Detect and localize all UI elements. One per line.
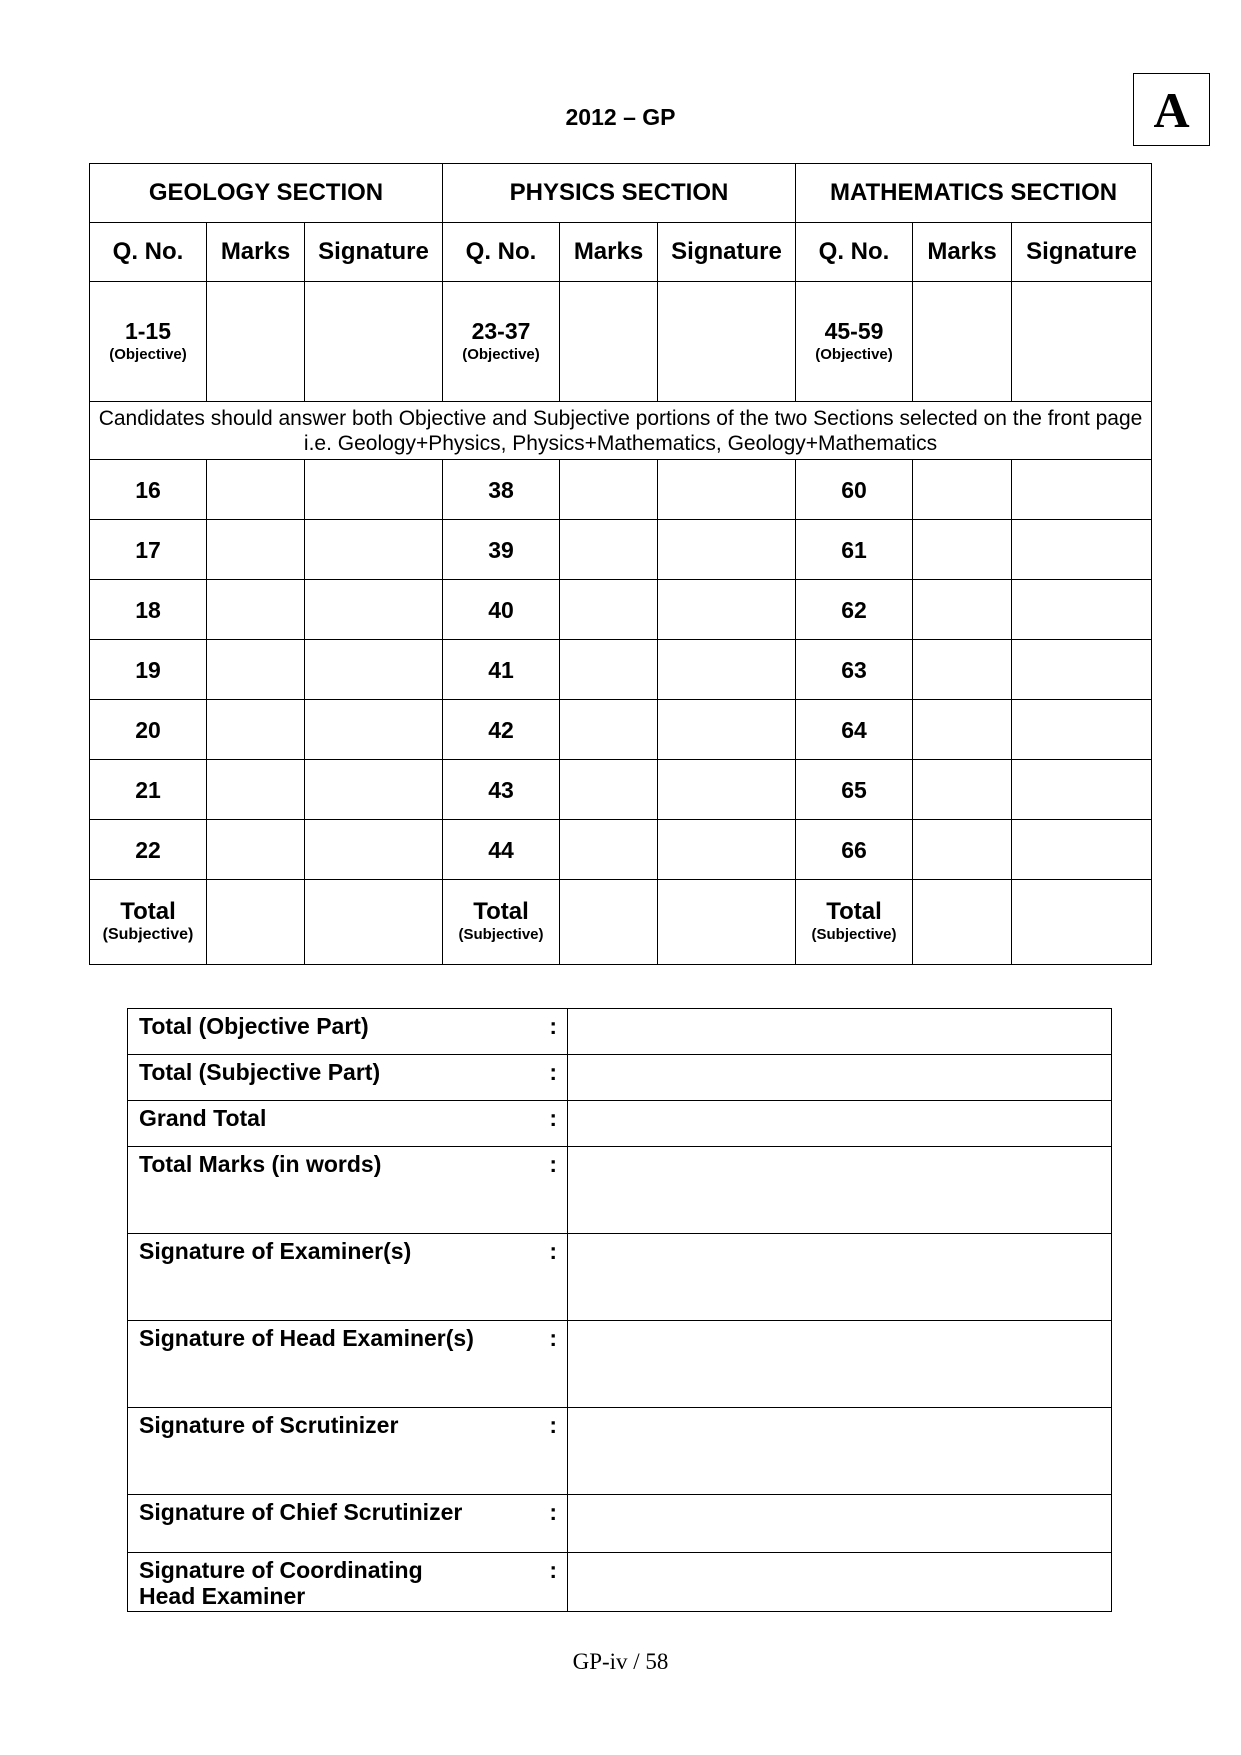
marks-cell[interactable] — [207, 580, 305, 640]
signature-cell[interactable] — [1012, 282, 1152, 402]
question-number: 38 — [443, 460, 560, 520]
summary-colon: : — [549, 1557, 557, 1583]
summary-table — [127, 1008, 1112, 1612]
marks-cell[interactable] — [913, 640, 1012, 700]
question-row — [90, 820, 1152, 880]
signature-cell[interactable] — [305, 520, 443, 580]
signature-cell[interactable] — [658, 460, 796, 520]
summary-value-cell[interactable] — [568, 1101, 1112, 1147]
marks-cell[interactable] — [560, 640, 658, 700]
column-header-signature: Signature — [305, 223, 443, 282]
column-header-qno: Q. No. — [443, 223, 560, 282]
signature-cell[interactable] — [658, 640, 796, 700]
question-number: 60 — [796, 460, 913, 520]
series-code-box: A — [1133, 73, 1210, 146]
page-number: GP-iv / 58 — [572, 1649, 669, 1674]
marks-cell[interactable] — [207, 700, 305, 760]
summary-label: Signature of Coordinating Head Examiner — [139, 1557, 423, 1609]
marks-cell[interactable] — [913, 520, 1012, 580]
question-number: 65 — [796, 760, 913, 820]
total-label: Total — [826, 898, 882, 925]
summary-label-cell — [128, 1321, 568, 1408]
question-number: 19 — [90, 640, 207, 700]
summary-colon: : — [549, 1325, 557, 1351]
signature-cell[interactable] — [1012, 520, 1152, 580]
summary-row — [128, 1009, 1112, 1055]
summary-colon: : — [549, 1238, 557, 1264]
question-number: 21 — [90, 760, 207, 820]
section-header-mathematics: MATHEMATICS SECTION — [796, 164, 1152, 223]
question-row — [90, 700, 1152, 760]
summary-label-cell — [128, 1101, 568, 1147]
objective-range-cell — [90, 282, 207, 402]
summary-label: Total Marks (in words) — [139, 1151, 382, 1177]
question-number: 20 — [90, 700, 207, 760]
signature-cell[interactable] — [658, 520, 796, 580]
objective-note: (Objective) — [815, 346, 893, 363]
summary-label: Signature of Head Examiner(s) — [139, 1325, 474, 1351]
signature-cell[interactable] — [305, 580, 443, 640]
question-row — [90, 520, 1152, 580]
marks-cell[interactable] — [913, 760, 1012, 820]
objective-range-cell — [443, 282, 560, 402]
marks-cell[interactable] — [207, 760, 305, 820]
marks-cell[interactable] — [913, 700, 1012, 760]
summary-colon: : — [549, 1013, 557, 1039]
column-header-qno: Q. No. — [90, 223, 207, 282]
instruction-note: Candidates should answer both Objective and Subjective portions of the two Sections selected on the front page i.e. Geology+Physics, Physics+Mathematics, Geology+Mathematics — [90, 402, 1152, 460]
question-number: 64 — [796, 700, 913, 760]
summary-label: Signature of Chief Scrutinizer — [139, 1499, 463, 1525]
marks-cell[interactable] — [560, 282, 658, 402]
summary-label: Grand Total — [139, 1105, 267, 1131]
summary-row — [128, 1147, 1112, 1234]
column-header-signature: Signature — [1012, 223, 1152, 282]
summary-colon: : — [549, 1412, 557, 1438]
question-number: 39 — [443, 520, 560, 580]
marks-cell[interactable] — [913, 820, 1012, 880]
summary-value-cell[interactable] — [568, 1147, 1112, 1234]
question-number: 16 — [90, 460, 207, 520]
summary-value-cell[interactable] — [568, 1321, 1112, 1408]
signature-cell[interactable] — [1012, 820, 1152, 880]
total-label-cell — [443, 880, 560, 965]
signature-cell[interactable] — [305, 640, 443, 700]
signature-cell[interactable] — [305, 820, 443, 880]
marks-cell[interactable] — [913, 460, 1012, 520]
question-row — [90, 460, 1152, 520]
summary-value-cell[interactable] — [568, 1009, 1112, 1055]
question-number: 18 — [90, 580, 207, 640]
signature-cell[interactable] — [305, 760, 443, 820]
signature-cell[interactable] — [1012, 580, 1152, 640]
summary-colon: : — [549, 1105, 557, 1131]
question-number: 63 — [796, 640, 913, 700]
summary-value-cell[interactable] — [568, 1553, 1112, 1612]
signature-cell[interactable] — [1012, 760, 1152, 820]
signature-cell[interactable] — [658, 700, 796, 760]
total-label: Total — [120, 898, 176, 925]
summary-row — [128, 1408, 1112, 1495]
section-header-physics: PHYSICS SECTION — [443, 164, 796, 223]
objective-row — [90, 282, 1152, 402]
marks-cell[interactable] — [913, 880, 1012, 965]
signature-cell[interactable] — [305, 700, 443, 760]
signature-cell[interactable] — [305, 880, 443, 965]
marks-cell[interactable] — [207, 820, 305, 880]
objective-note: (Objective) — [109, 346, 187, 363]
summary-row — [128, 1553, 1112, 1612]
summary-label-cell — [128, 1495, 568, 1553]
total-note: (Subjective) — [102, 926, 194, 943]
subjective-total-row — [90, 880, 1152, 965]
summary-row — [128, 1321, 1112, 1408]
summary-colon: : — [549, 1151, 557, 1177]
total-note: (Subjective) — [458, 926, 544, 943]
signature-cell[interactable] — [1012, 460, 1152, 520]
marks-cell[interactable] — [560, 880, 658, 965]
signature-cell[interactable] — [305, 460, 443, 520]
summary-label: Signature of Examiner(s) — [139, 1238, 412, 1264]
summary-value-cell[interactable] — [568, 1408, 1112, 1495]
marks-cell[interactable] — [560, 760, 658, 820]
signature-cell[interactable] — [658, 282, 796, 402]
signature-cell[interactable] — [658, 760, 796, 820]
marks-cell[interactable] — [207, 640, 305, 700]
question-number: 61 — [796, 520, 913, 580]
section-header-geology: GEOLOGY SECTION — [90, 164, 443, 223]
question-number: 43 — [443, 760, 560, 820]
objective-range: 1-15 — [124, 318, 172, 344]
summary-label-cell — [128, 1408, 568, 1495]
summary-label-cell — [128, 1553, 568, 1612]
signature-cell[interactable] — [658, 880, 796, 965]
signature-cell[interactable] — [305, 282, 443, 402]
total-note: (Subjective) — [811, 926, 897, 943]
objective-range: 23-37 — [471, 318, 531, 344]
summary-value-cell[interactable] — [568, 1234, 1112, 1321]
marks-cell[interactable] — [207, 282, 305, 402]
signature-cell[interactable] — [658, 580, 796, 640]
signature-cell[interactable] — [1012, 640, 1152, 700]
column-header-marks: Marks — [560, 223, 658, 282]
summary-label-cell — [128, 1055, 568, 1101]
summary-colon: : — [549, 1499, 557, 1525]
summary-label: Total (Objective Part) — [139, 1013, 369, 1039]
question-number: 62 — [796, 580, 913, 640]
summary-row — [128, 1101, 1112, 1147]
marks-cell[interactable] — [207, 880, 305, 965]
question-number: 22 — [90, 820, 207, 880]
summary-label: Total (Subjective Part) — [139, 1059, 381, 1085]
column-header-signature: Signature — [658, 223, 796, 282]
signature-cell[interactable] — [1012, 700, 1152, 760]
marks-cell[interactable] — [207, 520, 305, 580]
marks-cell[interactable] — [560, 700, 658, 760]
question-number: 41 — [443, 640, 560, 700]
column-header-marks: Marks — [913, 223, 1012, 282]
summary-value-cell[interactable] — [568, 1495, 1112, 1553]
summary-value-cell[interactable] — [568, 1055, 1112, 1101]
question-number: 44 — [443, 820, 560, 880]
total-label: Total — [473, 898, 529, 925]
marks-cell[interactable] — [913, 282, 1012, 402]
summary-row — [128, 1495, 1112, 1553]
summary-label-cell — [128, 1234, 568, 1321]
signature-cell[interactable] — [658, 820, 796, 880]
question-row — [90, 640, 1152, 700]
column-header-qno: Q. No. — [796, 223, 913, 282]
column-header-marks: Marks — [207, 223, 305, 282]
objective-range: 45-59 — [824, 318, 884, 344]
summary-row — [128, 1234, 1112, 1321]
signature-cell[interactable] — [1012, 880, 1152, 965]
summary-label: Signature of Scrutinizer — [139, 1412, 399, 1438]
marks-table — [89, 163, 1152, 965]
summary-label-cell — [128, 1147, 568, 1234]
question-number: 42 — [443, 700, 560, 760]
marks-cell[interactable] — [207, 460, 305, 520]
question-number: 40 — [443, 580, 560, 640]
marks-cell[interactable] — [560, 820, 658, 880]
marks-cell[interactable] — [560, 520, 658, 580]
question-row — [90, 760, 1152, 820]
total-label-cell — [90, 880, 207, 965]
total-label-cell — [796, 880, 913, 965]
page-title: 2012 – GP — [565, 104, 676, 130]
question-number: 17 — [90, 520, 207, 580]
summary-row — [128, 1055, 1112, 1101]
marks-cell[interactable] — [560, 460, 658, 520]
objective-note: (Objective) — [462, 346, 540, 363]
question-row — [90, 580, 1152, 640]
marks-cell[interactable] — [913, 580, 1012, 640]
question-number: 66 — [796, 820, 913, 880]
objective-range-cell — [796, 282, 913, 402]
marks-cell[interactable] — [560, 580, 658, 640]
summary-label-cell — [128, 1009, 568, 1055]
summary-colon: : — [549, 1059, 557, 1085]
